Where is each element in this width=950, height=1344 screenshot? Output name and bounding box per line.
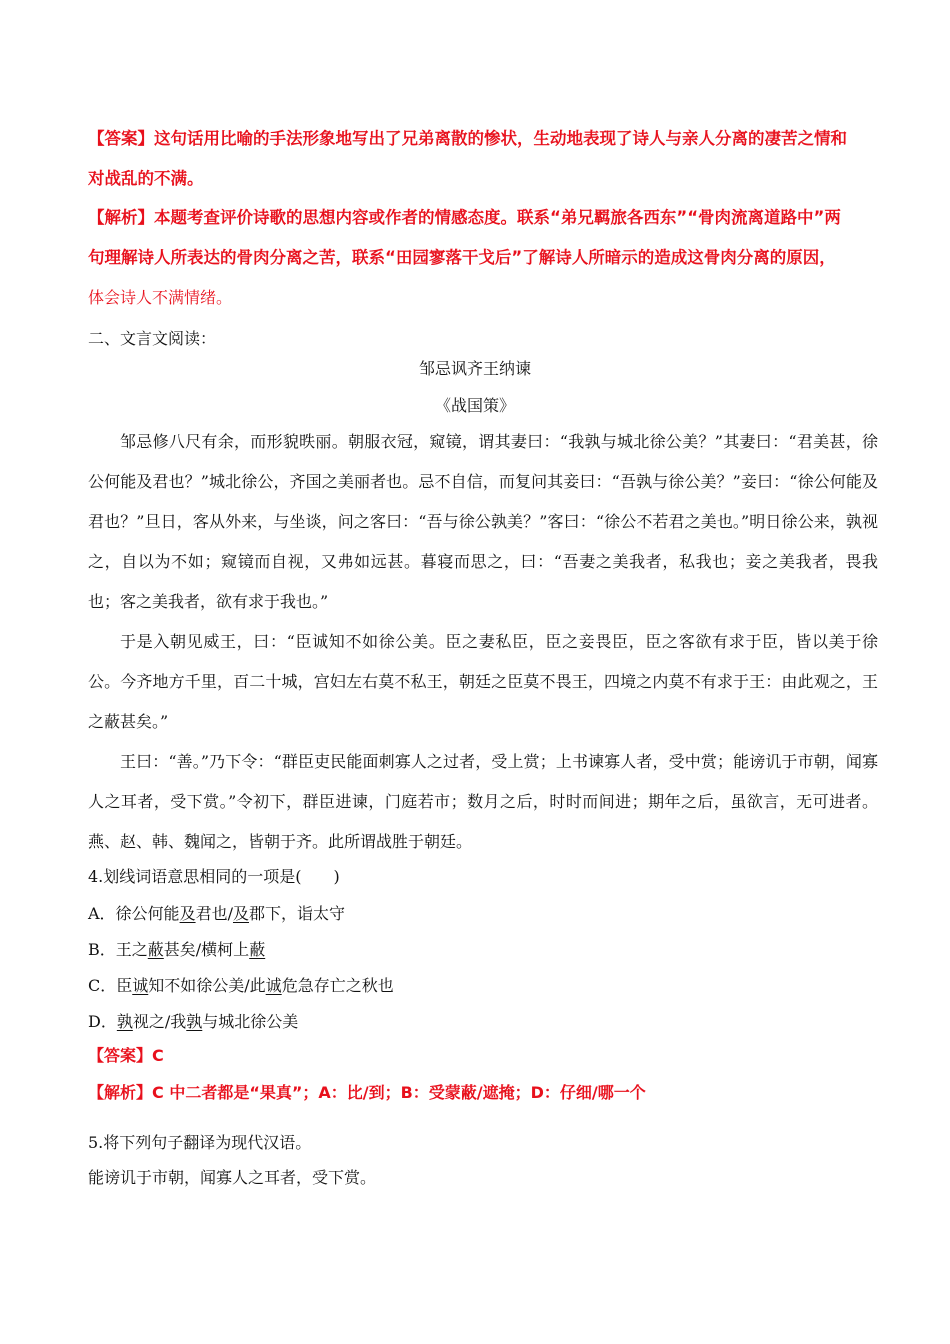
question-4-answer xyxy=(88,1043,164,1066)
answer-text-line2: 对战乱的不满。 xyxy=(88,169,204,188)
underlined-word: 孰 xyxy=(186,1012,203,1031)
passage-paragraph-2: 于是入朝见威王，曰：“臣诚知不如徐公美。臣之妻私臣，臣之妾畏臣，臣之客欲有求于臣，皆以美于徐公。今齐地方千里，百二十城，宫妇左右莫不私王，朝廷之臣莫不畏王，四境之内莫不有求于王：由此观之，王之蔽甚矣。” xyxy=(88,632,878,731)
analysis-tag: 【解析】 xyxy=(88,208,154,227)
question-4-option-a: A．徐公何能及君也/及郡下，诣太守 xyxy=(88,904,346,923)
passage-paragraph-1: 邹忌修八尺有余，而形貌昳丽。朝服衣冠，窥镜，谓其妻曰：“我孰与城北徐公美？”其妻曰：“君美甚，徐公何能及君也？”城北徐公，齐国之美丽者也。忌不自信，而复问其妾曰：“吾孰与徐公美？”妾曰：“徐公何能及君也？”旦日，客从外来，与坐谈，问之客曰：“吾与徐公孰美？”客曰：“徐公不若君之美也。”明日徐公来，孰视之，自以为不如；窥镜而自视，又弗如远甚。暮寝而思之，曰：“吾妻之美我者，私我也；妾之美我者，畏我也；客之美我者，欲有求于我也。” xyxy=(88,432,878,611)
passage-title: 邹忌讽齐王纳谏 xyxy=(418,359,531,378)
underlined-word: 诚 xyxy=(132,976,149,995)
passage-paragraph-3: 王曰：“善。”乃下令：“群臣吏民能面刺寡人之过者，受上赏；上书谏寡人者，受中赏；能谤讥于市朝，闻寡人之耳者，受下赏。”令初下，群臣进谏，门庭若市；数月之后，时时而间进；期年之后，虽欲言，无可进者。燕、赵、韩、魏闻之，皆朝于齐。此所谓战胜于朝廷。 xyxy=(88,752,878,851)
underlined-word: 蔽 xyxy=(147,940,164,959)
answer-value: C xyxy=(152,1046,164,1065)
underlined-word: 诚 xyxy=(265,976,282,995)
answer-tag: 【答案】 xyxy=(88,1046,153,1065)
analysis-block-1 xyxy=(88,198,878,278)
section-heading: 二、文言文阅读： xyxy=(88,329,217,348)
underlined-word: 及 xyxy=(179,904,196,923)
analysis-text-line3: 体会诗人不满情绪。 xyxy=(88,288,233,307)
question-5-sentence: 能谤讥于市朝，闻寡人之耳者，受下赏。 xyxy=(88,1168,377,1187)
question-4-analysis xyxy=(88,1080,646,1103)
underlined-word: 蔽 xyxy=(249,940,266,959)
analysis-text-line1: 本题考查评价诗歌的思想内容或作者的情感态度。联系“弟兄羁旅各西东”“骨肉流离道路中”两 xyxy=(154,208,841,227)
analysis-tag: 【解析】 xyxy=(88,1083,153,1102)
analysis-text: C 中二者都是“果真”；A：比/到；B：受蒙蔽/遮掩；D：仔细/哪一个 xyxy=(152,1083,646,1102)
question-4-option-b: B．王之蔽甚矣/横柯上蔽 xyxy=(88,940,266,959)
passage-source: 《战国策》 xyxy=(434,396,515,415)
question-4-stem: 4.划线词语意思相同的一项是( ) xyxy=(88,867,340,886)
question-5-stem: 5.将下列句子翻译为现代汉语。 xyxy=(88,1133,312,1152)
analysis-text-line2: 句理解诗人所表达的骨肉分离之苦，联系“田园寥落干戈后”了解诗人所暗示的造成这骨肉分离的原因， xyxy=(88,248,836,267)
question-4-option-d: D．孰视之/我孰与城北徐公美 xyxy=(88,1012,299,1031)
answer-text-line1: 这句话用比喻的手法形象地写出了兄弟离散的惨状，生动地表现了诗人与亲人分离的凄苦之情和 xyxy=(154,129,847,148)
question-4-option-c: C．臣诚知不如徐公美/此诚危急存亡之秋也 xyxy=(88,976,394,995)
answer-tag: 【答案】 xyxy=(88,129,154,148)
underlined-word: 孰 xyxy=(116,1012,133,1031)
answer-block-1 xyxy=(88,120,878,198)
underlined-word: 及 xyxy=(232,904,249,923)
